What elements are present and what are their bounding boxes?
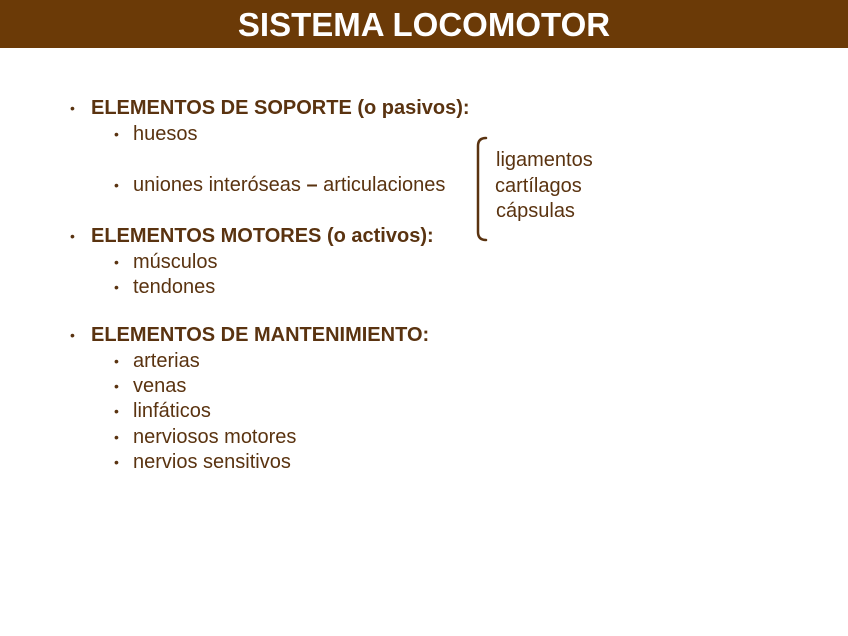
slide-title: SISTEMA LOCOMOTOR	[237, 6, 611, 43]
bullet: •	[114, 403, 119, 419]
section-heading-motores: ELEMENTOS MOTORES (o activos):	[91, 225, 434, 247]
list-item-musculos: músculos	[133, 251, 218, 273]
bullet: •	[114, 429, 119, 445]
list-item-nervios-sensitivos: nervios sensitivos	[133, 451, 291, 473]
list-item-tendones: tendones	[133, 276, 216, 298]
bracket-item-capsulas: cápsulas	[496, 200, 575, 222]
bullet: •	[114, 177, 119, 193]
articulaciones-label: articulaciones	[323, 174, 446, 196]
bullet: •	[114, 353, 119, 369]
bracket-item-ligamentos: ligamentos	[496, 149, 593, 171]
list-item-huesos: huesos	[133, 123, 198, 145]
bullet: •	[114, 126, 119, 142]
dash-separator: –	[306, 174, 318, 196]
bracket-icon	[472, 136, 492, 242]
uniones-label: uniones interóseas	[133, 174, 301, 196]
bullet: •	[114, 279, 119, 295]
section-heading-mantenimiento: ELEMENTOS DE MANTENIMIENTO:	[91, 324, 430, 346]
bullet: •	[114, 454, 119, 470]
bullet: •	[70, 100, 75, 116]
list-item-nerviosos-motores: nerviosos motores	[133, 426, 297, 448]
list-item-linfaticos: linfáticos	[133, 400, 211, 422]
bullet: •	[114, 254, 119, 270]
bullet: •	[70, 327, 75, 343]
section-heading-soporte: ELEMENTOS DE SOPORTE (o pasivos):	[91, 97, 470, 119]
bullet: •	[70, 228, 75, 244]
list-item-uniones	[133, 173, 445, 197]
bracket-item-cartilagos: cartílagos	[495, 175, 582, 197]
bullet: •	[114, 378, 119, 394]
list-item-arterias: arterias	[133, 350, 200, 372]
list-item-venas: venas	[133, 375, 187, 397]
